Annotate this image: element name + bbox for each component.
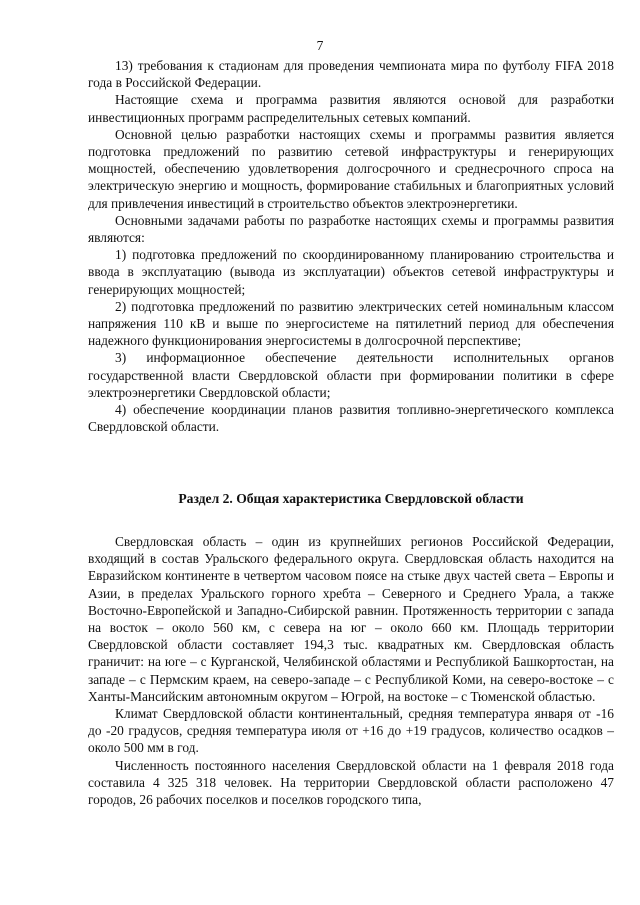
paragraph-main-tasks: Основными задачами работы по разработке настоящих схемы и программы развития являются: (88, 212, 614, 246)
list-item-task-2: 2) подготовка предложений по развитию электрических сетей номинальным классом напряжения 110 кВ и выше по энергосистеме на пятилетний период для обеспечения надежного функционирования энергосистемы в долгосрочной перспективе; (88, 298, 614, 349)
paragraph-item-13: 13) требования к стадионам для проведения чемпионата мира по футболу FIFA 2018 года в Российской Федерации. (88, 58, 614, 91)
paragraph-region-overview: Свердловская область – один из крупнейших регионов Российской Федерации, входящий в состав Уральского федерального округа. Свердловская область находится на Евразийском континенте в четвертом часовом поясе на стыке двух частей света – Европы и Азии, в пределах Уральского горного хребта – Северного и Среднего Урала, а также Восточно-Европейской и Западно-Сибирской равнин. Протяженность территории с запада на восток – около 560 км, с севера на юг – около 660 км. Площадь территории Свердловской области составляет 194,3 тыс. квадратных км. Свердловская область граничит: на юге – с Курганской, Челябинской областями и Республикой Башкортостан, на западе – с Пермским краем, на северо-западе – с Республикой Коми, на северо-востоке – с Ханты-Мансийским автономным округом – Югрой, на востоке – с Тюменской областью. (88, 534, 614, 704)
paragraph-main-goal: Основной целью разработки настоящих схемы и программы развития является подготовка предложений по развитию сетевой инфраструктуры и генерирующих мощностей, обеспечению удовлетворения долгосрочного и среднесрочного спроса на электрическую энергию и мощность, формирование стабильных и благоприятных условий для привлечения инвестиций в строительство объектов электроэнергетики. (88, 126, 614, 211)
section-heading: Раздел 2. Общая характеристика Свердловской области (178, 491, 524, 506)
list-item-task-3: 3) информационное обеспечение деятельности исполнительных органов государственной власти Свердловской области при формировании политики в сфере электроэнергетики Свердловской области; (88, 350, 614, 400)
paragraph-population: Численность постоянного населения Свердловской области на 1 февраля 2018 года составила 4 325 318 человек. На территории Свердловской области расположено 47 городов, 26 рабочих поселков и поселков городского типа, (88, 757, 614, 808)
paragraph-scheme-basis: Настоящие схема и программа развития являются основой для разработки инвестиционных программ распределительных сетевых компаний. (88, 92, 614, 125)
intro-text-block (88, 57, 614, 435)
paragraph-climate: Климат Свердловской области континентальный, средняя температура января от -16 до -20 градусов, средняя температура июля от +16 до +19 градусов, количество осадков – около 500 мм в год. (88, 706, 614, 756)
page-number: 7 (316, 38, 324, 53)
list-item-task-1: 1) подготовка предложений по скоординированному планированию строительства и ввода в эксплуатацию (вывода из эксплуатации) объектов сетевой инфраструктуры и генерирующих мощностей; (88, 247, 614, 297)
list-item-task-4: 4) обеспечение координации планов развития топливно-энергетического комплекса Свердловской области. (88, 402, 614, 435)
section-text-block (88, 533, 614, 808)
